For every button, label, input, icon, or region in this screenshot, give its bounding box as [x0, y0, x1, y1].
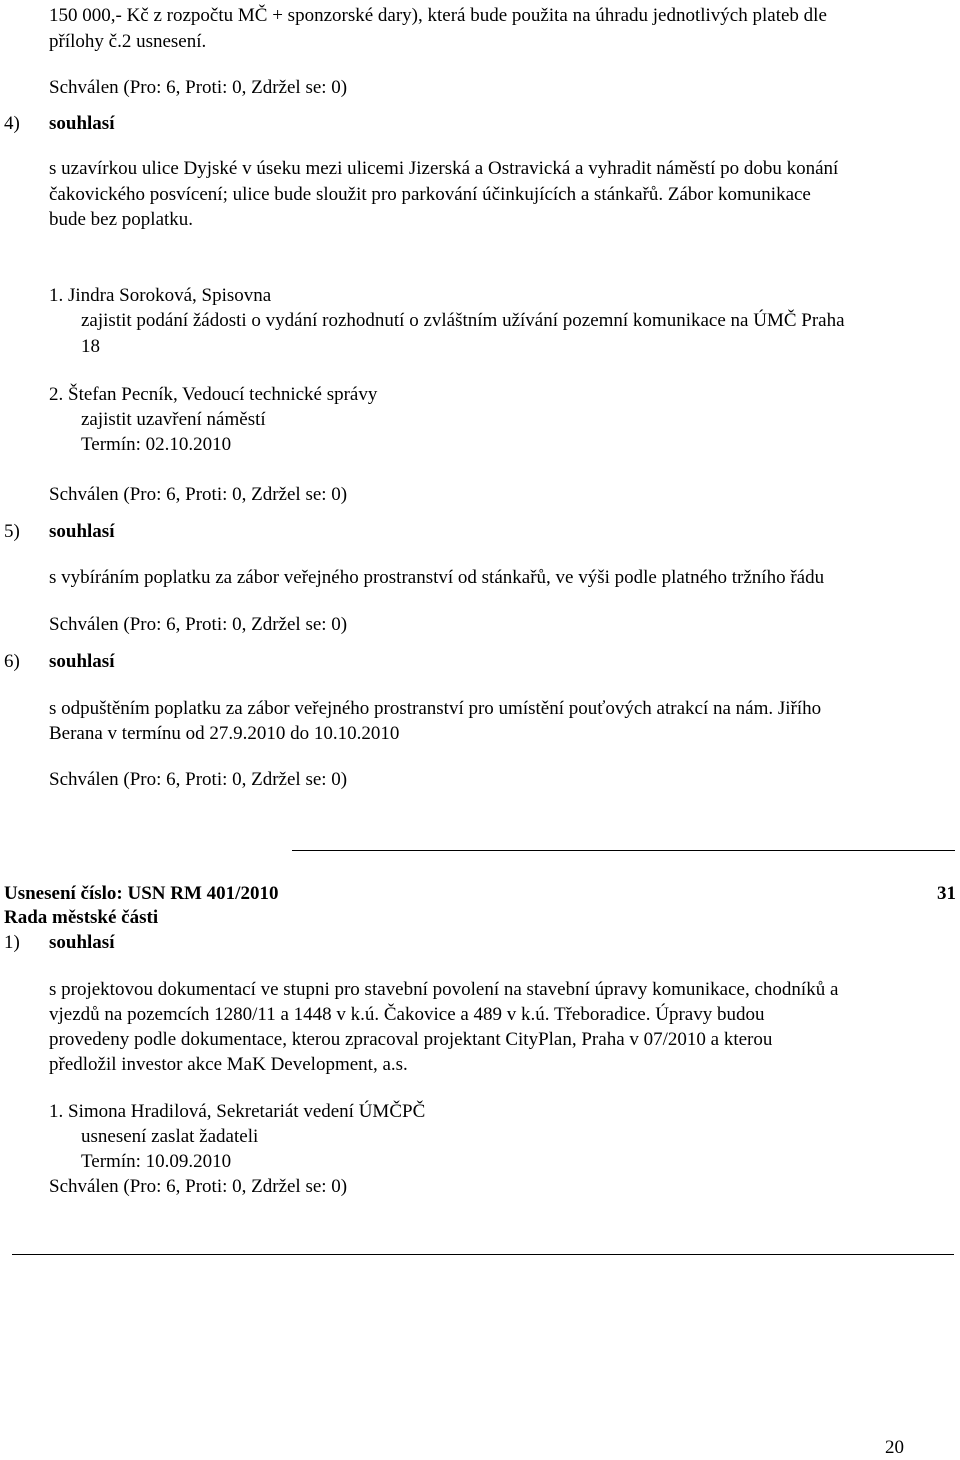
- task-term: Termín: 02.10.2010: [81, 434, 232, 455]
- item-text-line: s projektovou dokumentací ve stupni pro stavební povolení na stavební úpravy komunikace, chodníků a: [49, 979, 839, 1000]
- separator-line: [12, 1254, 954, 1255]
- item-text-line: čakovického posvícení; ulice bude sloužit pro parkování účinkujících a stánkařů. Zábor komunikace: [49, 184, 811, 205]
- task-term: Termín: 10.09.2010: [81, 1151, 232, 1172]
- vote-result: Schválen (Pro: 6, Proti: 0, Zdržel se: 0): [49, 484, 348, 505]
- item-verb: souhlasí: [49, 521, 115, 542]
- resolution-body: Rada městské části: [4, 907, 159, 928]
- item-text-line: Berana v termínu od 27.9.2010 do 10.10.2010: [49, 723, 400, 744]
- vote-result: Schválen (Pro: 6, Proti: 0, Zdržel se: 0): [49, 77, 348, 98]
- item-text-line: s vybíráním poplatku za zábor veřejného prostranství od stánkařů, ve výši podle platného tržního řádu: [49, 567, 825, 588]
- item-number: 5): [4, 521, 20, 542]
- text-line: přílohy č.2 usnesení.: [49, 31, 207, 52]
- item-text-line: předložil investor akce MaK Development, a.s.: [49, 1054, 408, 1075]
- item-verb: souhlasí: [49, 651, 115, 672]
- task-text: 18: [81, 336, 100, 357]
- item-number: 6): [4, 651, 20, 672]
- task-head: 2. Štefan Pecník, Vedoucí technické správy: [49, 384, 378, 405]
- task-head: 1. Jindra Soroková, Spisovna: [49, 285, 272, 306]
- item-text-line: bude bez poplatku.: [49, 209, 194, 230]
- task-text: zajistit uzavření náměstí: [81, 409, 266, 430]
- separator-line: [292, 850, 955, 851]
- item-verb: souhlasí: [49, 113, 115, 134]
- item-number: 4): [4, 113, 20, 134]
- item-text-line: s odpuštěním poplatku za zábor veřejného prostranství pro umístění pouťových atrakcí na nám. Jiřího: [49, 698, 822, 719]
- task-text: zajistit podání žádosti o vydání rozhodnutí o zvláštním užívání pozemní komunikace na ÚMČ Praha: [81, 310, 845, 331]
- vote-result: Schválen (Pro: 6, Proti: 0, Zdržel se: 0): [49, 1176, 348, 1197]
- vote-result: Schválen (Pro: 6, Proti: 0, Zdržel se: 0): [49, 769, 348, 790]
- item-verb: souhlasí: [49, 932, 115, 953]
- item-text-line: s uzavírkou ulice Dyjské v úseku mezi ulicemi Jizerská a Ostravická a vyhradit náměstí po dobu konání: [49, 158, 839, 179]
- task-text: usnesení zaslat žadateli: [81, 1126, 259, 1147]
- vote-result: Schválen (Pro: 6, Proti: 0, Zdržel se: 0): [49, 614, 348, 635]
- item-text-line: vjezdů na pozemcích 1280/11 a 1448 v k.ú. Čakovice a 489 v k.ú. Třeboradice. Úpravy budou: [49, 1004, 765, 1025]
- task-head: 1. Simona Hradilová, Sekretariát vedení ÚMČPČ: [49, 1101, 426, 1122]
- item-text-line: provedeny podle dokumentace, kterou zpracoval projektant CityPlan, Praha v 07/2010 a kterou: [49, 1029, 773, 1050]
- item-number: 1): [4, 932, 20, 953]
- text-line: 150 000,- Kč z rozpočtu MČ + sponzorské dary), která bude použita na úhradu jednotlivých plateb dle: [49, 5, 827, 26]
- resolution-title: Usnesení číslo: USN RM 401/2010: [4, 883, 279, 904]
- resolution-number: 31: [937, 883, 956, 904]
- page-number: 20: [885, 1437, 904, 1458]
